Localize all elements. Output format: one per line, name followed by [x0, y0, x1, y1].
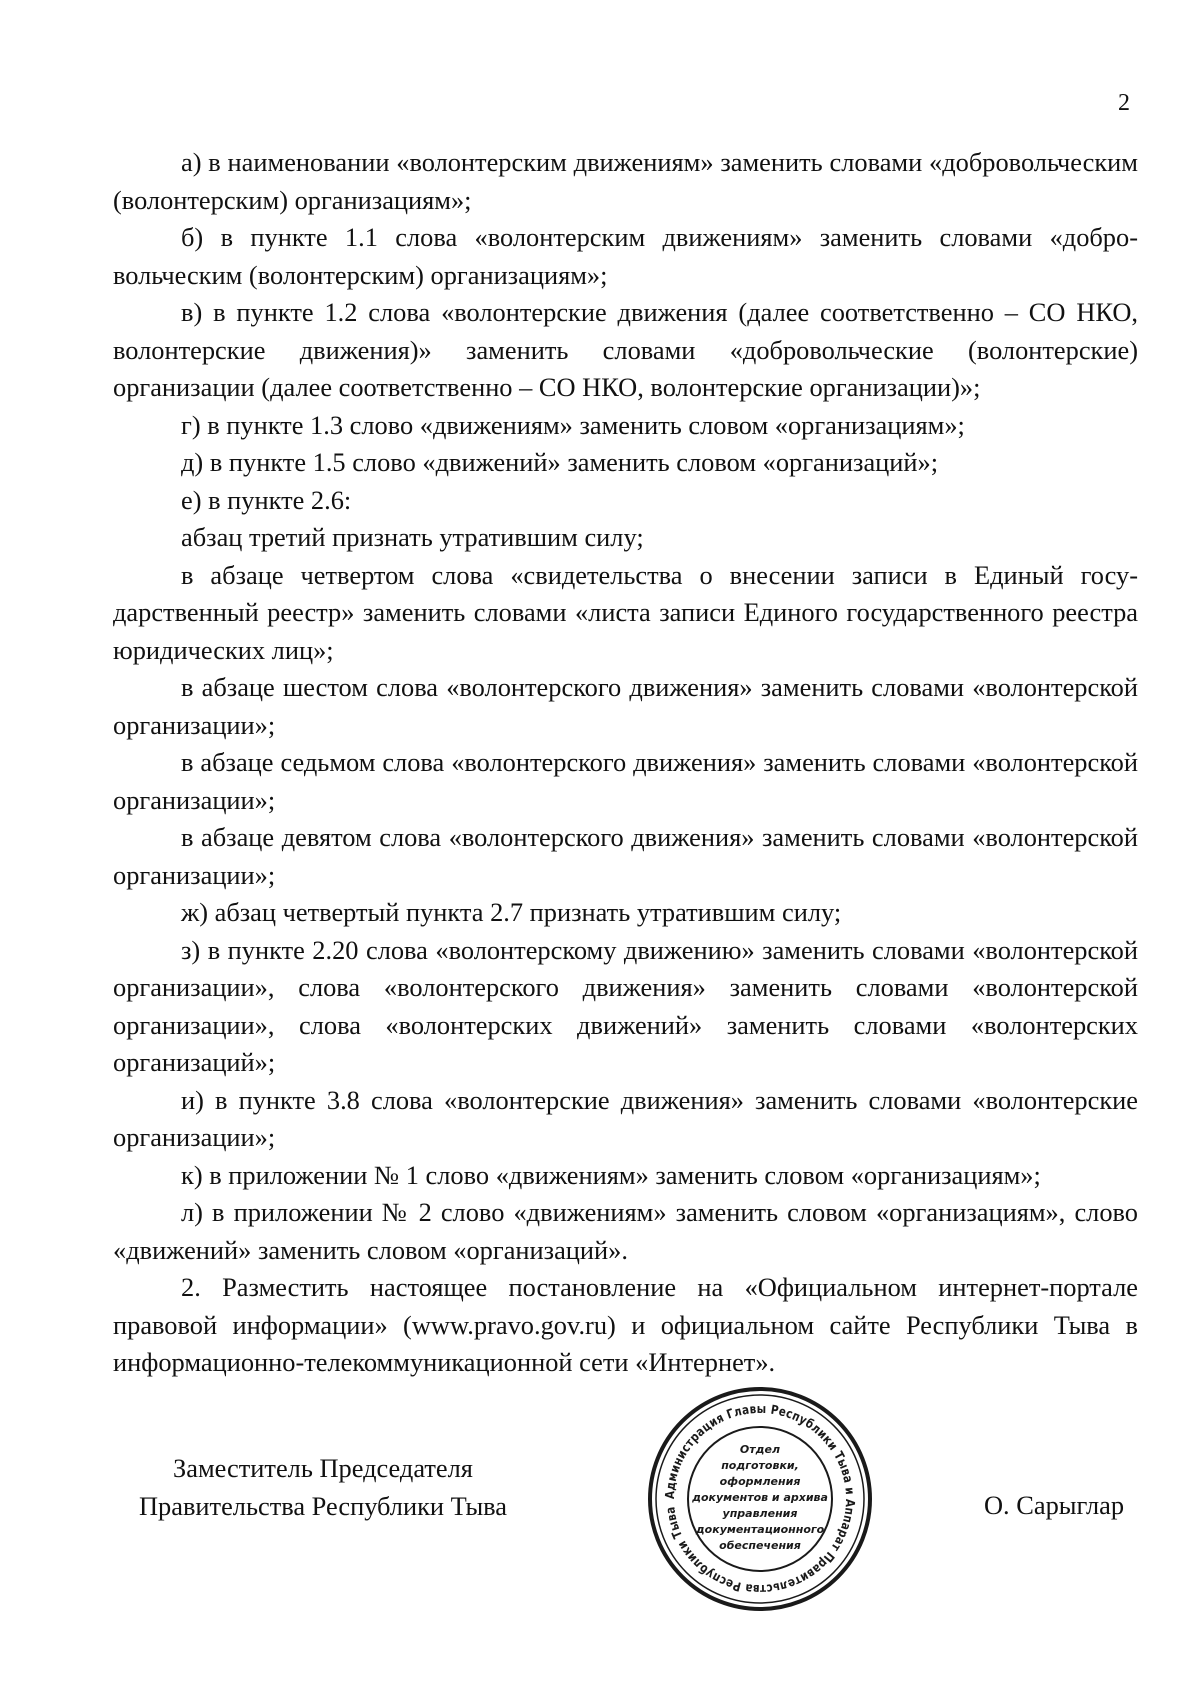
paragraph-b: б) в пункте 1.1 слова «волонтерским движениям» заменить словами «добровольческим (волонтерским) организациям»;: [113, 222, 1138, 290]
paragraph-e-abzac-4: в абзаце четвертом слова «свидетельства о внесении записи в Единый государственный реестр» заменить словами «листа записи Единого государственного реестра юридических лиц»;: [113, 559, 1138, 665]
signatory-position: [113, 1450, 533, 1525]
paragraph-e-abzac-6: в абзаце шестом слова «волонтерского движения» заменить словами «волонтерской организации»;: [113, 672, 1138, 740]
document-body: [113, 144, 1138, 1382]
paragraph-2: 2. Разместить настоящее постановление на «Официальном интернет-портале правовой информации» (www.pravo.gov.ru) и официальном сайте Республики Тыва в информационно-телекоммуникационной сети «Интернет».: [113, 1272, 1138, 1377]
paragraph-g: г) в пункте 1.3 слово «движениям» заменить словом «организациям»;: [181, 409, 965, 440]
page-number: 2: [1118, 90, 1130, 116]
seal-center-line-6: документационного: [695, 1523, 825, 1536]
paragraph-i: и) в пункте 3.8 слова «волонтерские движения» заменить словами «волонтерские организации»;: [113, 1084, 1138, 1152]
seal-center-line-1: Отдел: [739, 1443, 781, 1456]
paragraph-d: д) в пункте 1.5 слово «движений» заменить словом «организаций»;: [181, 447, 939, 477]
seal-center-line-2: подготовки,: [721, 1459, 799, 1472]
paragraph-zh: ж) абзац четвертый пункта 2.7 признать утратившим силу;: [181, 897, 842, 927]
paragraph-e-abzac-9: в абзаце девятом слова «волонтерского движения» заменить словами «волонтерской организации»;: [113, 822, 1138, 890]
paragraph-e-abzac-7: в абзаце седьмом слова «волонтерского движения» заменить словами «волонтерской организации»;: [113, 747, 1138, 815]
paragraph-k: к) в приложении № 1 слово «движениям» заменить словом «организациям»;: [181, 1159, 1041, 1190]
paragraph-v: в) в пункте 1.2 слова «волонтерские движения (далее соответственно – СО НКО, волонтерские движения)» заменить словами «добровольческие (волонтерские) организации (далее соответственно – СО НКО, волонтерские организации)»;: [113, 297, 1138, 402]
seal-center-line-3: оформления: [719, 1475, 801, 1488]
paragraph-a: а) в наименовании «волонтерским движениям» заменить словами «добровольческим (волонтерским) организациям»;: [113, 147, 1138, 215]
paragraph-l: л) в приложении № 2 слово «движениям» заменить словом «организациям», слово «движений» заменить словом «организаций».: [113, 1197, 1138, 1265]
seal-ring-text: Администрация Главы Республики Тыва и Аппарат Правительства Республики Тыва: [661, 1400, 859, 1598]
signatory-position-line-1: Заместитель Председателя: [173, 1453, 473, 1483]
official-seal-stamp: [646, 1385, 874, 1613]
signatory-position-line-2: Правительства Республики Тыва: [138, 1490, 508, 1521]
seal-center-line-5: управления: [722, 1507, 798, 1520]
seal-center-line-4: документов и архива: [692, 1491, 828, 1504]
seal-center-line-7: обеспечения: [719, 1539, 801, 1552]
paragraph-z: з) в пункте 2.20 слова «волонтерскому движению» заменить словами «волонтерской организации», слова «волонтерского движения» заменить словами «волонтерской организации», слова «волонтерских движений» заменить словами «волонтерских организаций»;: [113, 934, 1138, 1077]
paragraph-e-abzac-3: абзац третий признать утратившим силу;: [181, 522, 644, 552]
signatory-name: О. Сарыглар: [984, 1490, 1125, 1520]
paragraph-e: е) в пункте 2.6:: [181, 484, 352, 515]
